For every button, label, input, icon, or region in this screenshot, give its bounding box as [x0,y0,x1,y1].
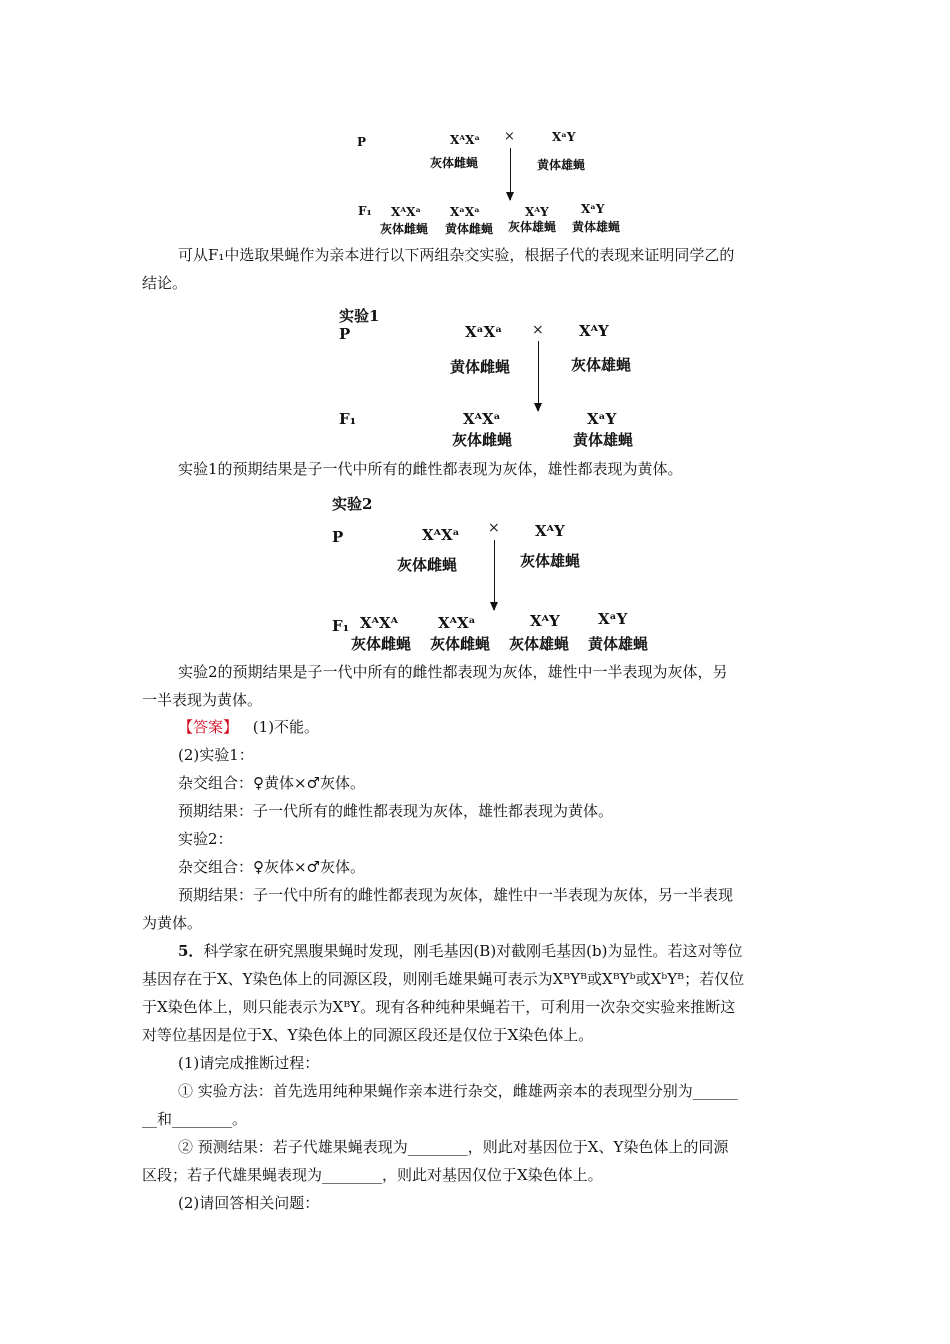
sub-question: __和________。 [142,1110,248,1128]
male-genotype: XᴬY [535,522,565,540]
offspring-phenotype: 黄体雄蝇 [573,431,634,449]
answer-line: 实验2： [178,830,233,848]
offspring-phenotype: 灰体雄蝇 [508,220,557,234]
male-phenotype: 黄体雄蝇 [537,158,586,172]
question-5-line: 对等位基因是位于X、Y染色体上的同源区段还是仅位于X染色体上。 [142,1026,594,1044]
offspring-phenotype: 灰体雌蝇 [380,222,429,236]
cross-symbol: × [532,322,544,338]
offspring-phenotype: 灰体雌蝇 [351,635,412,653]
answer-line: 杂交组合：♀黄体×♂灰体。 [178,774,365,792]
cross-symbol: × [504,129,515,144]
male-phenotype: 灰体雄蝇 [520,552,581,570]
experiment-title: 实验2 [332,495,373,513]
offspring-genotype: XᵃY [598,610,628,628]
question-number: 5． [178,942,204,960]
question-text: 科学家在研究黑腹果蝇时发现，刚毛基因(B)对截刚毛基因(b)为显性。若这对等位 [203,942,743,960]
answer-text: (1)不能。 [252,718,320,736]
paragraph: 实验1的预期结果是子一代中所有的雌性都表现为灰体，雄性都表现为黄体。 [178,460,683,478]
offspring-phenotype: 黄体雄蝇 [588,635,649,653]
question-5-line [178,937,742,965]
female-phenotype: 灰体雌蝇 [397,556,458,574]
p-label: P [332,528,344,546]
male-genotype: XᴬY [579,322,609,340]
female-genotype: XᴬXᵃ [422,526,460,544]
answer-line: 杂交组合：♀灰体×♂灰体。 [178,858,365,876]
question-5-line: 基因存在于X、Y染色体上的同源区段，则刚毛雄果蝇可表示为XᴮYᴮ或XᴮYᵇ或XᵇYᴮ；若仅位 [142,970,745,988]
sub-question: ② 预测结果：若子代雄果蝇表现为________，则此对基因位于X、Y染色体上的同源 [178,1138,729,1156]
answer-line: (2)实验1： [178,746,254,764]
female-phenotype: 灰体雌蝇 [430,156,479,170]
sub-question: 区段；若子代雄果蝇表现为________，则此对基因仅位于X染色体上。 [142,1166,603,1184]
experiment-title: 实验1 [339,307,380,325]
question-5-line: 于X染色体上，则只能表示为XᴮY。现有各种纯种果蝇若干，可利用一次杂交实验来推断这 [142,998,736,1016]
f1-label: F₁ [339,410,357,428]
cross-arrow [510,148,511,200]
offspring-genotype: XᴬXᴬ [360,614,398,632]
f1-label: F₁ [358,204,372,218]
female-phenotype: 黄体雌蝇 [450,358,511,376]
offspring-genotype: XᴬY [530,612,560,630]
sub-question: ① 实验方法：首先选用纯种果蝇作亲本进行杂交，雌雄两亲本的表现型分别为______ [178,1082,738,1100]
male-phenotype: 灰体雄蝇 [571,356,632,374]
offspring-genotype: XᴬXᵃ [463,410,501,428]
answer-tag: 【答案】 [178,718,239,736]
offspring-genotype: XᴬXᵃ [391,205,422,219]
paragraph: 一半表现为黄体。 [142,691,263,709]
cross-symbol: × [488,520,500,536]
p-label: P [339,325,351,343]
p-label: P [357,135,367,149]
male-genotype: XᵃY [552,130,576,144]
answer-line: 预期结果：子一代中所有的雌性都表现为灰体，雄性中一半表现为灰体，另一半表现 [178,886,734,904]
f1-label: F₁ [332,617,350,635]
female-genotype: XᴬXᵃ [450,133,481,147]
paragraph: 实验2的预期结果是子一代中所有的雌性都表现为灰体，雄性中一半表现为灰体，另 [178,663,728,681]
sub-question: (1)请完成推断过程： [178,1054,320,1072]
sub-question: (2)请回答相关问题： [178,1194,320,1212]
paragraph: 结论。 [142,274,188,292]
offspring-genotype: XᴬY [525,205,549,219]
offspring-phenotype: 黄体雄蝇 [572,220,621,234]
answer-line: 预期结果：子一代所有的雌性都表现为灰体，雄性都表现为黄体。 [178,802,614,820]
offspring-phenotype: 黄体雌蝇 [445,222,494,236]
offspring-phenotype: 灰体雄蝇 [509,635,570,653]
female-genotype: XᵃXᵃ [465,323,503,341]
answer-line [178,713,319,741]
offspring-genotype: XᴬXᵃ [438,614,476,632]
offspring-genotype: XᵃY [587,410,617,428]
offspring-genotype: XᵃXᵃ [450,205,480,219]
offspring-genotype: XᵃY [581,202,605,216]
paragraph: 可从F₁中选取果蝇作为亲本进行以下两组杂交实验，根据子代的表现来证明同学乙的 [178,246,735,264]
cross-arrow [538,341,539,411]
offspring-phenotype: 灰体雌蝇 [452,431,513,449]
cross-arrow [494,540,495,610]
answer-line: 为黄体。 [142,914,203,932]
offspring-phenotype: 灰体雌蝇 [430,635,491,653]
